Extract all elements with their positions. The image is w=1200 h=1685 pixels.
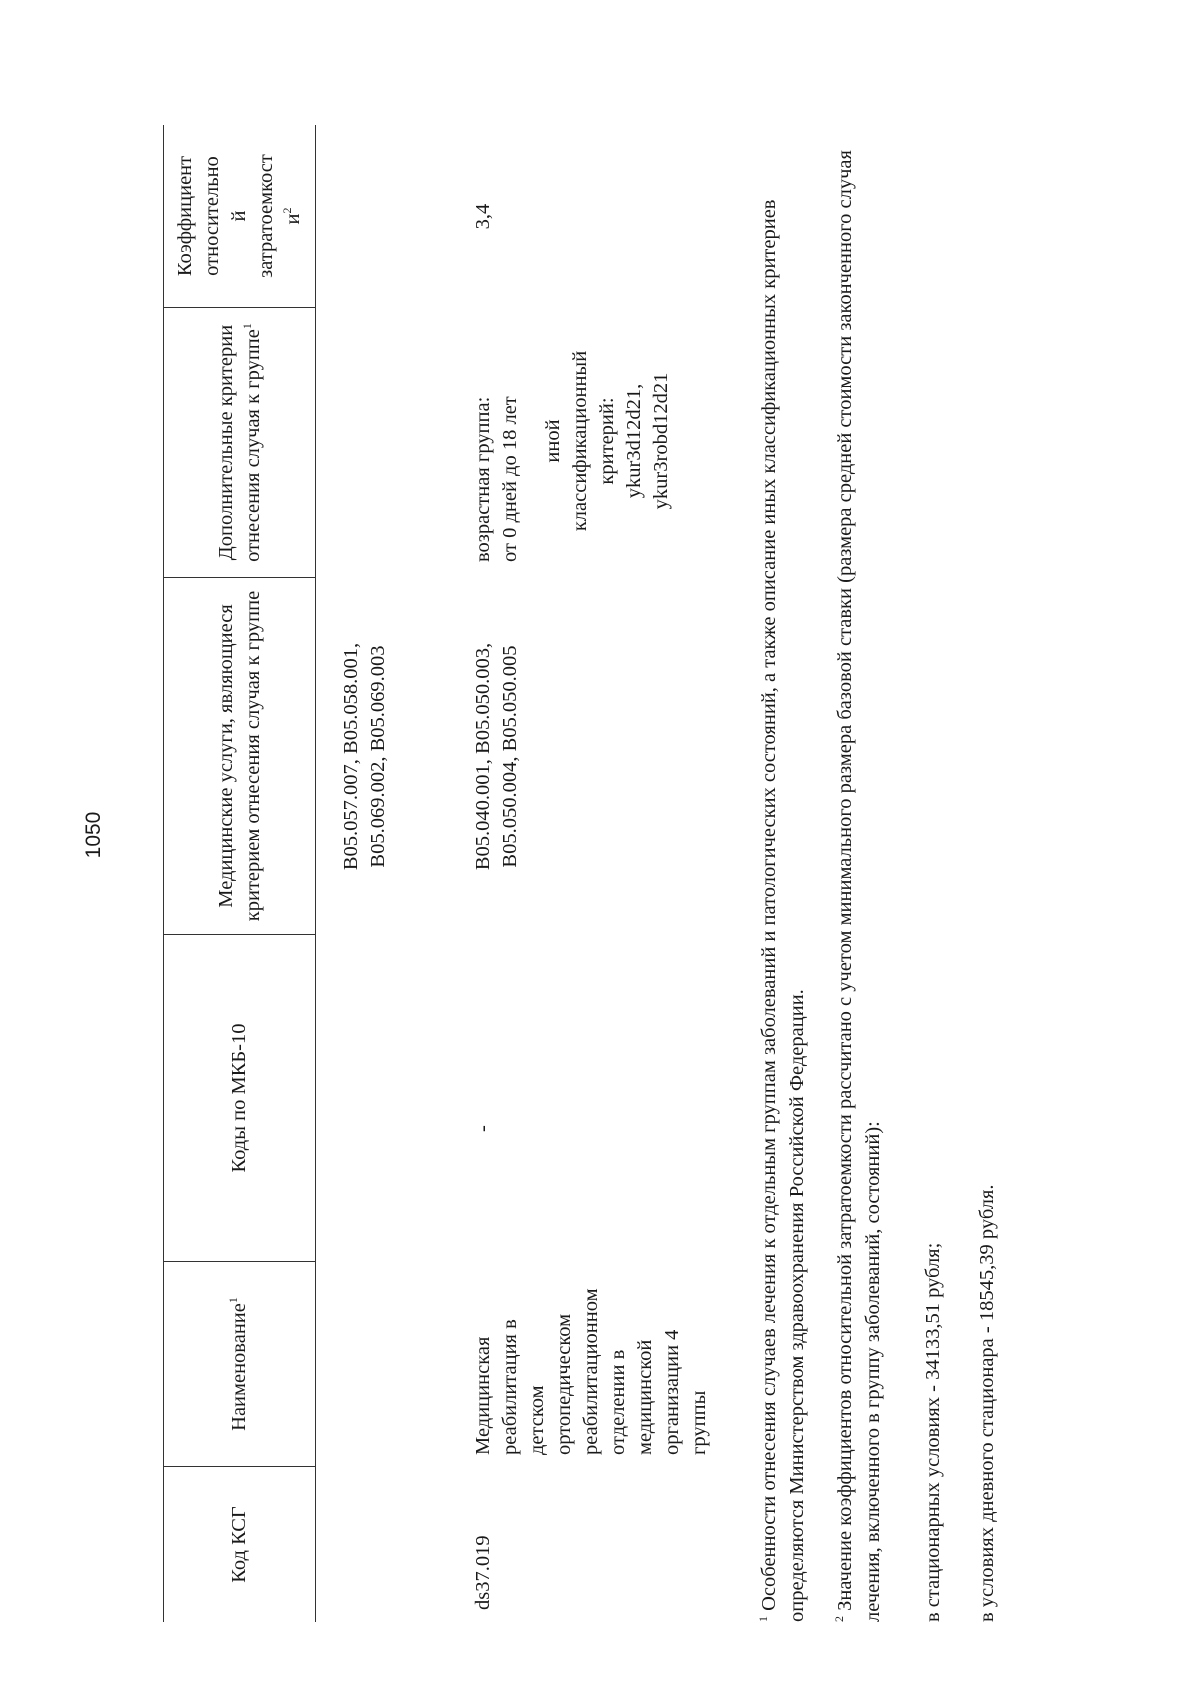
table-header-row bbox=[163, 125, 316, 1622]
header-mkb bbox=[164, 935, 315, 1262]
header-services-text: Медицинские услуги, являющиеся критерием отнесения случая к группе bbox=[214, 590, 264, 922]
header-coefficient-footnote-mark: 2 bbox=[280, 207, 295, 214]
cell-criteria: возрастная группа: от 0 дней до 18 лет иной классификационный критерий: ykur3d12d21, ykur3robd12d21 bbox=[472, 350, 672, 562]
footnote-2: $^2$ Значение коэффициентов относительной затратоемкости рассчитано с учетом минимального размера базовой ставки (размера средней стоимости законченного случая лечения, включенного в группу заболеваний, состояний): bbox=[832, 150, 884, 1622]
footnote-1: $^1$ Особенности отнесения случаев лечения к отдельным группам заболеваний и патологических состояний, а также описание иных классификационных критериев определяются Министерством здравоохранения Российской Федерации. bbox=[756, 199, 808, 1622]
cell-services: B05.040.001, B05.050.003, B05.050.004, B05.050.005 bbox=[472, 642, 521, 871]
table-row-continued bbox=[316, 125, 460, 1622]
header-code-text: Код КСГ bbox=[228, 1506, 250, 1583]
cell-name: Медицинская реабилитация в детском ортопедическом реабилитационном отделении в медицинской организации 4 группы bbox=[472, 1288, 710, 1455]
cell-ksg-code: ds37.019 bbox=[472, 1535, 494, 1610]
rate-day-hospital: в условиях дневного стационара - 18545,39 рубля. bbox=[976, 1184, 998, 1622]
continued-services: B05.057.007, B05.058.001, B05.069.002, B05.069.003 bbox=[340, 642, 389, 871]
header-coefficient-text: Коэффициент относительно й затратоемкост $и^2$ bbox=[174, 154, 304, 278]
cell-mkb-codes: - bbox=[472, 1125, 494, 1132]
header-criteria-footnote-mark: 1 bbox=[239, 323, 254, 330]
header-mkb-text: Коды по МКБ-10 bbox=[228, 1023, 250, 1173]
ksg-table bbox=[163, 125, 721, 1622]
page-number: 1050 bbox=[82, 811, 105, 859]
header-name-footnote-mark: 1 bbox=[226, 1297, 241, 1304]
header-criteria-text: Дополнительные критерии отнесения случая к группе$^1$ bbox=[214, 323, 264, 562]
header-coefficient bbox=[164, 125, 315, 308]
header-code bbox=[164, 1467, 315, 1622]
header-name bbox=[164, 1262, 315, 1467]
cell-coefficient: 3,4 bbox=[472, 203, 494, 230]
header-services bbox=[164, 578, 315, 935]
footnotes bbox=[755, 125, 1013, 1622]
table-row bbox=[460, 125, 721, 1622]
header-criteria bbox=[164, 308, 315, 578]
header-name-text: Наименование$^1$ bbox=[226, 1297, 250, 1431]
rate-inpatient: в стационарных условиях - 34133,51 рубля; bbox=[922, 1242, 944, 1622]
